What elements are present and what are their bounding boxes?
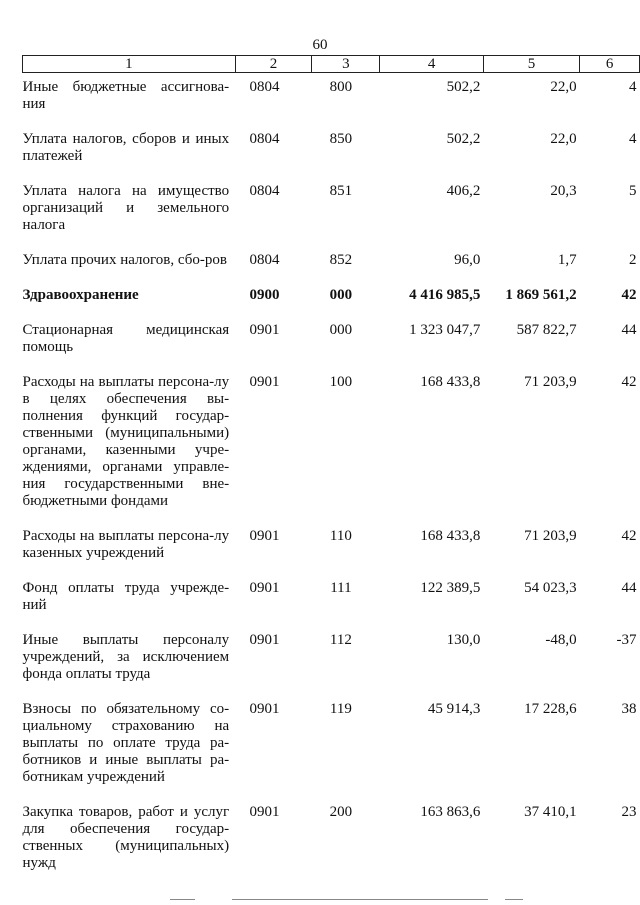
table-row bbox=[23, 125, 640, 177]
row-actual-amount-cell: 17 228,6 bbox=[524, 701, 577, 717]
row-section-code-cell: 0901 bbox=[249, 580, 280, 596]
row-name: Иные выплаты персоналу учреждений, за исключением фонда оплаты труда bbox=[22, 632, 230, 682]
column-header-6: 6 bbox=[580, 56, 640, 73]
row-planned-amount-cell: 406,2 bbox=[446, 183, 481, 199]
row-name-cell bbox=[23, 626, 236, 695]
row-name: Закупка товаров, работ и услуг для обеспечения государ-ственных (муниципальных) нужд bbox=[22, 804, 230, 871]
row-actual-amount-cell: 587 822,7 bbox=[516, 322, 577, 338]
row-name: Здравоохранение bbox=[22, 287, 139, 303]
row-actual-amount-cell: 71 203,9 bbox=[524, 528, 577, 544]
row-name-cell bbox=[23, 368, 236, 522]
row-planned-amount-cell: 163 863,6 bbox=[420, 804, 481, 820]
row-section-code-cell: 0901 bbox=[249, 374, 280, 390]
row-name-cell bbox=[23, 574, 236, 626]
page-number: 60 bbox=[312, 37, 328, 53]
row-expense-type-code-cell: 200 bbox=[329, 804, 353, 820]
row-section-code-cell: 0901 bbox=[249, 632, 280, 648]
row-planned-amount-cell: 502,2 bbox=[446, 131, 481, 147]
table-row bbox=[23, 626, 640, 695]
row-expense-type-code-cell: 850 bbox=[329, 131, 353, 147]
row-name: Стационарная медицинская помощь bbox=[22, 322, 230, 355]
row-planned-amount-cell: 45 914,3 bbox=[427, 701, 481, 717]
row-name-cell bbox=[23, 522, 236, 574]
column-header-3: 3 bbox=[312, 56, 380, 73]
row-expense-type-code-cell: 110 bbox=[329, 528, 352, 544]
row-expense-type-code-cell: 851 bbox=[329, 183, 353, 199]
row-planned-amount-cell: 168 433,8 bbox=[420, 528, 481, 544]
row-name-cell bbox=[23, 281, 236, 316]
table-row bbox=[23, 695, 640, 798]
row-planned-amount-cell: 502,2 bbox=[446, 79, 481, 95]
row-name: Расходы на выплаты персона-лу казенных учреждений bbox=[22, 528, 230, 561]
row-name: Расходы на выплаты персона-лу в целях обеспечения вы-полнения функций государ-ственными (муниципальными) органами, казенными учре-ждениями, органами управле-ния государственными вне-бюджетными фондами bbox=[22, 374, 230, 509]
row-name-cell bbox=[23, 246, 236, 281]
footer-line bbox=[170, 899, 195, 900]
row-name-cell bbox=[23, 73, 236, 126]
column-header-2: 2 bbox=[235, 56, 312, 73]
table-row bbox=[23, 574, 640, 626]
row-execution-percent-cell: 42 bbox=[621, 374, 637, 390]
row-planned-amount-cell: 168 433,8 bbox=[420, 374, 481, 390]
table-row bbox=[23, 316, 640, 368]
column-header-5: 5 bbox=[483, 56, 579, 73]
row-execution-percent-cell: 23 bbox=[621, 804, 637, 820]
row-execution-percent-cell: 42 bbox=[621, 528, 637, 544]
row-section-code-cell: 0901 bbox=[249, 322, 280, 338]
row-name-cell bbox=[23, 695, 236, 798]
row-actual-amount-cell: 22,0 bbox=[550, 131, 577, 147]
row-section-code-cell: 0804 bbox=[249, 131, 280, 147]
table-row bbox=[23, 73, 640, 126]
column-header-1: 1 bbox=[23, 56, 236, 73]
row-execution-percent-cell: 4 bbox=[629, 131, 637, 147]
row-actual-amount-cell: 1 869 561,2 bbox=[505, 287, 577, 303]
row-execution-percent-cell: 42 bbox=[621, 287, 637, 303]
row-execution-percent-cell: 44 bbox=[621, 580, 637, 596]
table-row bbox=[23, 798, 640, 884]
table-row bbox=[23, 522, 640, 574]
row-section-code-cell: 0901 bbox=[249, 528, 280, 544]
row-execution-percent-cell: 2 bbox=[629, 252, 637, 268]
table-header-row bbox=[23, 56, 640, 73]
row-name-cell bbox=[23, 177, 236, 246]
footer-line bbox=[505, 899, 523, 900]
table-row bbox=[23, 177, 640, 246]
row-actual-amount-cell: 37 410,1 bbox=[524, 804, 577, 820]
row-execution-percent-cell: -37 bbox=[616, 632, 637, 648]
row-section-code-cell: 0900 bbox=[249, 287, 280, 303]
row-name: Уплата прочих налогов, сбо-ров bbox=[22, 252, 227, 268]
row-expense-type-code-cell: 000 bbox=[329, 287, 353, 303]
row-expense-type-code-cell: 000 bbox=[329, 322, 353, 338]
row-actual-amount-cell: 1,7 bbox=[557, 252, 577, 268]
row-section-code-cell: 0804 bbox=[249, 79, 280, 95]
row-actual-amount-cell: 71 203,9 bbox=[524, 374, 577, 390]
budget-table bbox=[22, 55, 640, 884]
row-actual-amount-cell: 54 023,3 bbox=[524, 580, 577, 596]
row-planned-amount-cell: 96,0 bbox=[454, 252, 481, 268]
row-expense-type-code-cell: 100 bbox=[329, 374, 353, 390]
row-planned-amount-cell: 122 389,5 bbox=[420, 580, 481, 596]
row-planned-amount-cell: 4 416 985,5 bbox=[409, 287, 481, 303]
row-execution-percent-cell: 44 bbox=[621, 322, 637, 338]
row-expense-type-code-cell: 112 bbox=[329, 632, 352, 648]
table-row bbox=[23, 281, 640, 316]
row-execution-percent-cell: 5 bbox=[629, 183, 637, 199]
row-name: Иные бюджетные ассигнова-ния bbox=[22, 79, 230, 112]
row-expense-type-code-cell: 111 bbox=[330, 580, 352, 596]
row-planned-amount-cell: 130,0 bbox=[446, 632, 481, 648]
row-execution-percent-cell: 38 bbox=[621, 701, 637, 717]
row-name: Уплата налога на имущество организаций и земельного налога bbox=[22, 183, 230, 233]
row-expense-type-code-cell: 119 bbox=[329, 701, 352, 717]
row-section-code-cell: 0901 bbox=[249, 804, 280, 820]
footer-line bbox=[232, 899, 488, 900]
table-body bbox=[23, 73, 640, 885]
row-actual-amount-cell: -48,0 bbox=[545, 632, 577, 648]
row-planned-amount-cell: 1 323 047,7 bbox=[409, 322, 481, 338]
row-section-code-cell: 0901 bbox=[249, 701, 280, 717]
row-actual-amount-cell: 20,3 bbox=[550, 183, 577, 199]
row-actual-amount-cell: 22,0 bbox=[550, 79, 577, 95]
table-row bbox=[23, 246, 640, 281]
row-name-cell bbox=[23, 798, 236, 884]
table-row bbox=[23, 368, 640, 522]
row-execution-percent-cell: 4 bbox=[629, 79, 637, 95]
row-name: Взносы по обязательному со-циальному страхованию на выплаты по оплате труда ра-ботников и иные выплаты ра-ботникам учреждений bbox=[22, 701, 230, 785]
row-name: Уплата налогов, сборов и иных платежей bbox=[22, 131, 230, 164]
row-name-cell bbox=[23, 125, 236, 177]
row-section-code-cell: 0804 bbox=[249, 183, 280, 199]
column-header-4: 4 bbox=[380, 56, 483, 73]
row-name-cell bbox=[23, 316, 236, 368]
row-section-code-cell: 0804 bbox=[249, 252, 280, 268]
row-expense-type-code-cell: 800 bbox=[329, 79, 353, 95]
row-expense-type-code-cell: 852 bbox=[329, 252, 353, 268]
row-name: Фонд оплаты труда учрежде-ний bbox=[22, 580, 230, 613]
